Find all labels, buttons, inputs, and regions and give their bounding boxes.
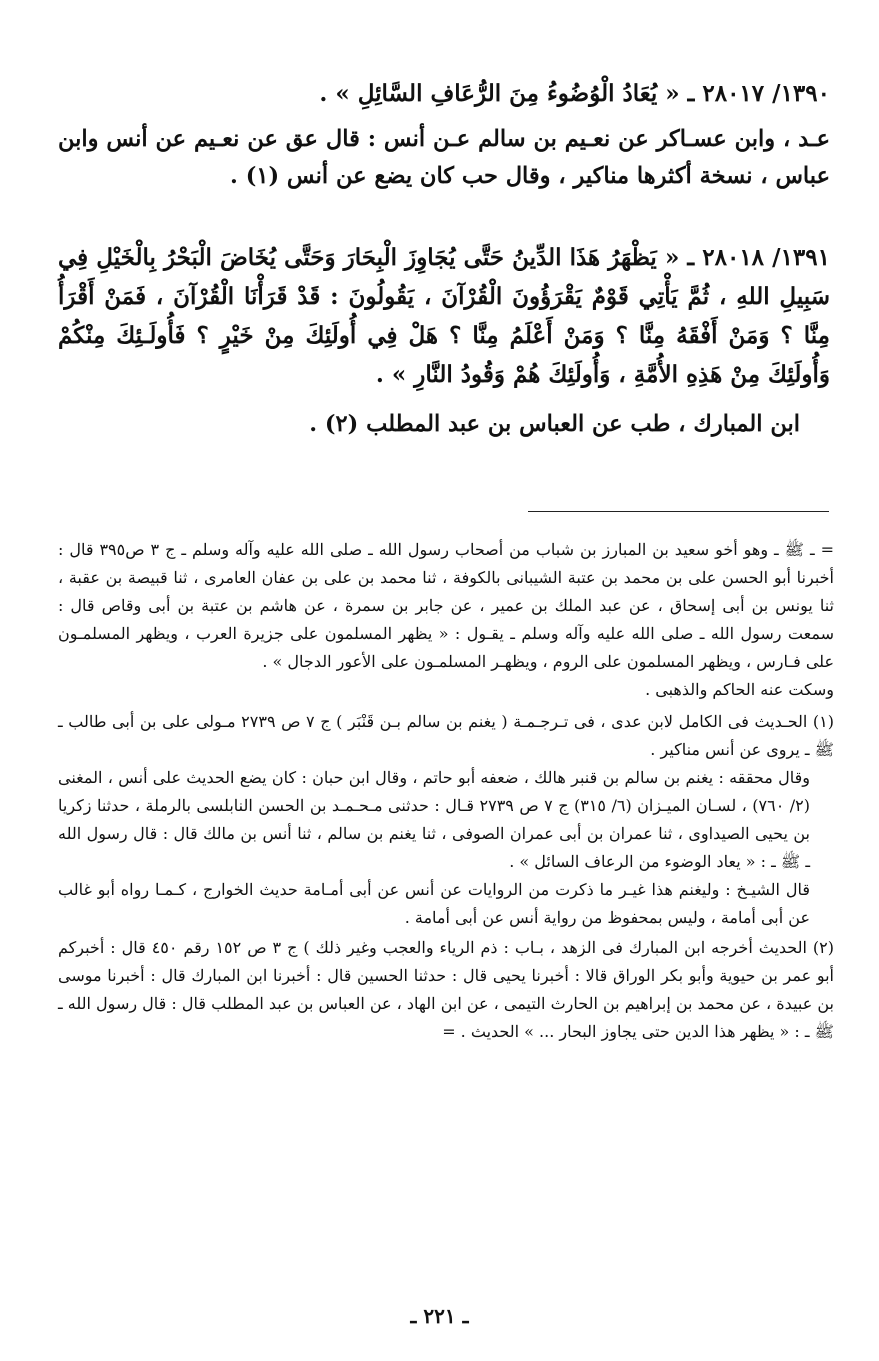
footnote-1: (١) الحـديث فى الكامل لابن عدى ، فى تـرجـمـة ( يغنم بن سالم بـن قَنْبَر ) ج ٧ ص ٢٧٣٩ مـولى على بن أبى طالب ـ ﷺ ـ يروى عن أنس مناكير .	[58, 712, 835, 759]
page-number: ـ ٢٢١ ـ	[410, 1304, 469, 1328]
footnote-separator	[528, 511, 829, 512]
hadith-1390-text: ١٣٩٠/ ٢٨٠١٧ ـ « يُعَادُ الْوُضُوءُ مِنَ الرُّعَافِ السَّائِلِ » .	[319, 80, 830, 107]
footnotes	[58, 536, 834, 1046]
footnote-1-para-3: قال الشيـخ : وليغنم هذا غيـر ما ذكرت من الروايات عن أنس عن أبى أمـامة حديث الخوارج ، كـمـا رواه أبو غالب عن أبى أمامة ، وليس بمحفوظ من رواية أنس عن أبى أمامة .	[58, 880, 810, 927]
footnote-2: (٢) الحديث أخرجه ابن المبارك فى الزهد ، بـاب : ذم الرياء والعجب وغير ذلك ) ج ٣ ص ١٥٢ رقم ٤٥٠ قال : أخبركم أبو عمر بن حيوية وأبو بكر الوراق قالا : أخبرنا يحيى قال : حدثنا الحسين قال : أخبرنا ابن المبارك قال : أخبرنا موسى بن عبيدة ، عن محمد بن إبراهيم بن الحارث التيمى ، عن ابن الهاد ، عن العباس بن عبد المطلب قال : قال رسول الله ـ ﷺ ـ : « يظهر هذا الدين حتى يجاوز البحار ... » الحديث . =	[58, 938, 834, 1041]
hadith-1391-source: ابن المبارك ، طب عن العباس بن عبد المطلب (٢) .	[309, 411, 800, 437]
hadith-1390	[58, 74, 830, 195]
footnote-continuation: = ـ ﷺ ـ وهو أخو سعيد بن المبارز بن شباب من أصحاب رسول الله ـ صلى الله عليه وآله وسلم ـ ج ٣ ص٣٩٥ قال : أخبرنا أبو الحسن على بن محمد بن عتبة الشيبانى بالكوفة ، ثنا محمد بن على بن عفان العامرى ، ثنا قبيصة بن عقبة ، ثنا يونس بن أبى إسحاق ، عن عبد الملك بن عمير ، عن جابر بن سمرة ، عن هاشم بن عتبة بن أبى وقاص قال : سمعت رسول الله ـ صلى الله عليه وآله وسلم ـ يقـول : « يظهر المسلمون على جزيرة العرب ، ويظهر المسلمـون على فـارس ، ويظهر المسلمون على الروم ، ويظهـر المسلمـون على الأعور الدجال » .	[58, 540, 834, 671]
hadith-1391-text: ١٣٩١/ ٢٨٠١٨ ـ « يَظْهَرُ هَذَا الدِّينُ حَتَّى يُجَاوِزَ الْبِحَارَ وَحَتَّى يُخَاضَ الْبَحْرُ بِالْخَيْلِ فِي سَبِيلِ اللهِ ، ثُمَّ يَأْتِي قَوْمٌ يَقْرَؤُونَ الْقُرْآنَ ، يَقُولُونَ : قَدْ قَرَأْنَا الْقُرْآنَ ، فَمَنْ أَقْرَأُ مِنَّا ؟ وَمَنْ أَفْقَهُ مِنَّا ؟ وَمَنْ أَعْلَمُ مِنَّا ؟ هَلْ فِي أُولَئِكَ مِنْ خَيْرٍ ؟ فَأُولَـئِكَ مِنْكُمْ وَأُولَئِكَ مِنْ هَذِهِ الأُمَّةِ ، وَأُولَئِكَ هُمْ وَقُودُ النَّارِ » .	[58, 244, 830, 388]
footnote-1-para-2: وقال محققه : يغنم بن سالم بن قنبر هالك ، ضعفه أبو حاتم ، وقال ابن حبان : كان يضع الحديث على أنس ، المغنى (٢/ ٧٦٠) ، لسـان الميـزان (٦/ ٣١٥) ج ٧ ص ٢٧٣٩ قـال : حدثنى مـحـمـد بن الحسن النابلسى بالرملة ، حدثنا زكريا بن يحيى الصيداوى ، ثنا عمران بن أبى عمران الصوفى ، ثنا يغنم بن سالم ، ثنا أنس بن مالك قال : قال رسول الله ـ ﷺ ـ : « يعاد الوضوء من الرعاف السائل » .	[58, 768, 811, 871]
hadith-1390-source: عـد ، وابن عسـاكر عن نعـيم بن سالم عـن أنس : قال عق عن نعـيم عن أنس وابن عباس ، نسخة أكثرها مناكير ، وقال حب كان يضع عن أنس (١) .	[58, 126, 830, 189]
footnote-continuation-end: وسكت عنه الحاكم والذهبى .	[645, 680, 834, 699]
hadith-1391	[58, 238, 830, 443]
